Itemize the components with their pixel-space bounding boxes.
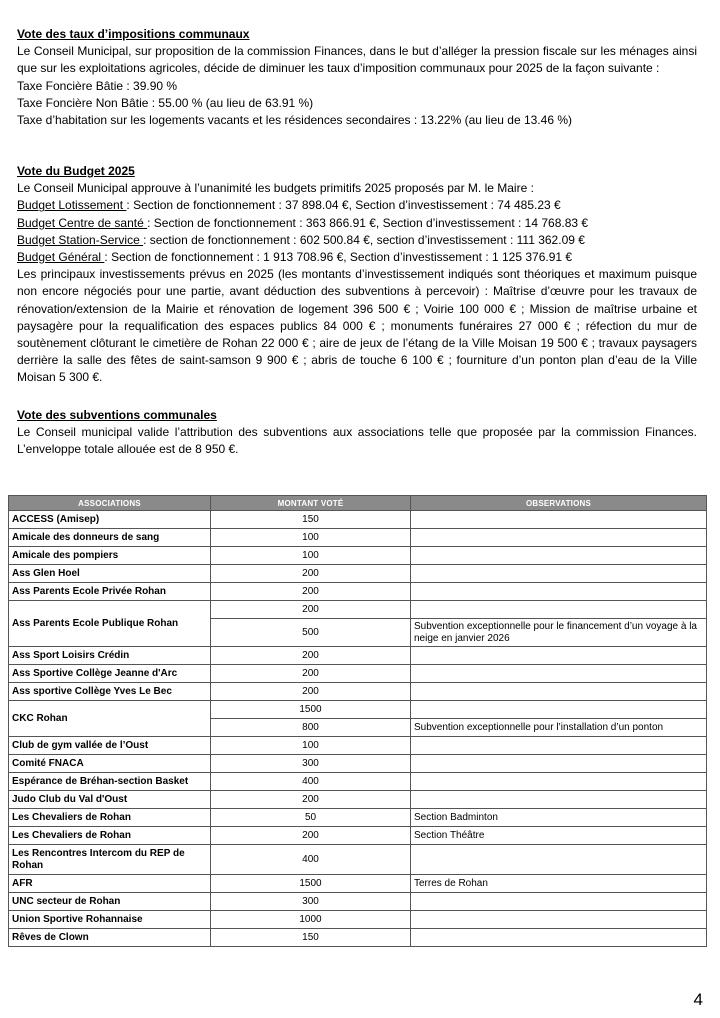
amount-cell: 200 xyxy=(211,827,411,845)
observation-cell xyxy=(411,583,707,601)
table-row xyxy=(9,665,707,683)
association-name: Amicale des donneurs de sang xyxy=(9,529,211,547)
observation-cell xyxy=(411,911,707,929)
observation-cell: Section Théâtre xyxy=(411,827,707,845)
table-body xyxy=(9,511,707,947)
table-row xyxy=(9,647,707,665)
table-header-row xyxy=(9,496,707,511)
amount-cell: 150 xyxy=(211,929,411,947)
budget-text: : Section de fonctionnement : 1 913 708.96 €, Section d’investissement : 1 125 376.91 € xyxy=(104,250,573,265)
header-observations: OBSERVATIONS xyxy=(411,496,707,511)
table-row xyxy=(9,875,707,893)
association-name: Ass Glen Hoel xyxy=(9,565,211,583)
observation-cell xyxy=(411,601,707,619)
association-name: Ass Parents Ecole Privée Rohan xyxy=(9,583,211,601)
association-name: ACCESS (Amisep) xyxy=(9,511,211,529)
association-name: Judo Club du Val d'Oust xyxy=(9,791,211,809)
taux-line-fonciere-non-batie: Taxe Foncière Non Bâtie : 55.00 % (au lieu de 63.91 %) xyxy=(17,95,314,110)
amount-cell: 50 xyxy=(211,809,411,827)
observation-cell: Subvention exceptionnelle pour le financement d’un voyage à la neige en janvier 2026 xyxy=(411,619,707,647)
amount-cell: 100 xyxy=(211,529,411,547)
association-name: UNC secteur de Rohan xyxy=(9,893,211,911)
association-name: Amicale des pompiers xyxy=(9,547,211,565)
observation-cell xyxy=(411,755,707,773)
table-row xyxy=(9,601,707,619)
amount-cell: 200 xyxy=(211,601,411,619)
amount-cell: 100 xyxy=(211,547,411,565)
observation-cell xyxy=(411,701,707,719)
section-title-subventions: Vote des subventions communales xyxy=(17,408,217,422)
amount-cell: 300 xyxy=(211,893,411,911)
amount-cell: 1000 xyxy=(211,911,411,929)
observation-cell xyxy=(411,511,707,529)
table-row xyxy=(9,911,707,929)
observation-cell xyxy=(411,683,707,701)
budget-item-centre-sante xyxy=(17,215,697,232)
observation-cell xyxy=(411,737,707,755)
table-row xyxy=(9,529,707,547)
budget-investissements: Les principaux investissements prévus en 2025 (les montants d’investissement indiqués sont théoriques et maximum puisque non encore négociés pour une partie, avant déduction des subventions à percevoir) : Maîtrise d’œuvre pour les travaux de rénovation/extension de la Mairie et rénovation de logement 396 500 € ; Voirie 100 000 € ; Mission de maîtrise urbaine et paysagère pour la requalification des espaces publics 84 000 € ; monuments funéraires 27 000 € ; réfection du mur de soutènement clôturant le cimetière de Rohan 22 000 € ; aire de jeux de l’étang de la Ville Moisan 19 500 € ; travaux paysagers derrière la salle des fêtes de saint-samson 9 900 € ; abris de touche 6 100 € ; fourniture d’un ponton plan d’eau de la Ville Moisan 5 300 €. xyxy=(17,267,697,385)
observation-cell xyxy=(411,773,707,791)
association-name: Espérance de Bréhan-section Basket xyxy=(9,773,211,791)
association-name: Ass sportive Collège Yves Le Bec xyxy=(9,683,211,701)
taux-line-habitation: Taxe d’habitation sur les logements vacants et les résidences secondaires : 13.22% (au lieu de 13.46 %) xyxy=(17,113,572,128)
association-name: Les Rencontres Intercom du REP de Rohan xyxy=(9,845,211,875)
header-associations: ASSOCIATIONS xyxy=(9,496,211,511)
amount-cell: 200 xyxy=(211,665,411,683)
amount-cell: 200 xyxy=(211,647,411,665)
amount-cell: 100 xyxy=(211,737,411,755)
table-row xyxy=(9,929,707,947)
amount-cell: 200 xyxy=(211,583,411,601)
table-row xyxy=(9,809,707,827)
association-name: Club de gym vallée de l’Oust xyxy=(9,737,211,755)
observation-cell xyxy=(411,893,707,911)
table-row xyxy=(9,547,707,565)
page-number: 4 xyxy=(693,990,703,1009)
table-row xyxy=(9,683,707,701)
budget-text: : Section de fonctionnement : 363 866.91 €, Section d’investissement : 14 768.83 € xyxy=(147,215,589,230)
amount-cell: 400 xyxy=(211,845,411,875)
amount-cell: 500 xyxy=(211,619,411,647)
section-title-budget: Vote du Budget 2025 xyxy=(17,164,135,178)
table-row xyxy=(9,773,707,791)
taux-intro: Le Conseil Municipal, sur proposition de la commission Finances, dans le but d’alléger la pression fiscale sur les ménages ainsi que sur les exploitations agricoles, décide de diminuer les taux d’imposition communaux pour 2025 de la façon suivante : xyxy=(17,44,697,76)
table-row xyxy=(9,565,707,583)
association-name: Ass Parents Ecole Publique Rohan xyxy=(9,601,211,647)
observation-cell: Terres de Rohan xyxy=(411,875,707,893)
amount-cell: 400 xyxy=(211,773,411,791)
observation-cell xyxy=(411,547,707,565)
observation-cell xyxy=(411,845,707,875)
amount-cell: 1500 xyxy=(211,875,411,893)
budget-intro: Le Conseil Municipal approuve à l’unanimité les budgets primitifs 2025 proposés par M. le Maire : xyxy=(17,181,534,196)
subventions-text: Le Conseil municipal valide l’attribution des subventions aux associations telle que proposée par la commission Finances. L’enveloppe totale allouée est de 8 950 €. xyxy=(17,425,697,457)
budget-item-general xyxy=(17,249,697,266)
section-title-taux: Vote des taux d’impositions communaux xyxy=(17,27,250,41)
table-row xyxy=(9,893,707,911)
association-name: Union Sportive Rohannaise xyxy=(9,911,211,929)
observation-cell: Subvention exceptionnelle pour l’installation d’un ponton xyxy=(411,719,707,737)
table-row xyxy=(9,827,707,845)
observation-cell xyxy=(411,929,707,947)
table-row xyxy=(9,701,707,719)
budget-label: Budget Général xyxy=(17,250,105,265)
amount-cell: 1500 xyxy=(211,701,411,719)
observation-cell xyxy=(411,791,707,809)
table-row xyxy=(9,791,707,809)
budget-text: : section de fonctionnement : 602 500.84 €, section d’investissement : 111 362.09 € xyxy=(143,232,585,247)
amount-cell: 300 xyxy=(211,755,411,773)
association-name: Les Chevaliers de Rohan xyxy=(9,827,211,845)
amount-cell: 200 xyxy=(211,683,411,701)
header-montant: MONTANT VOTÉ xyxy=(211,496,411,511)
observation-cell xyxy=(411,565,707,583)
association-name: AFR xyxy=(9,875,211,893)
table-row xyxy=(9,755,707,773)
amount-cell: 200 xyxy=(211,791,411,809)
budget-label: Budget Lotissement xyxy=(17,198,127,213)
budget-text: : Section de fonctionnement : 37 898.04 €, Section d’investissement : 74 485.23 € xyxy=(126,198,561,213)
association-name: Ass Sport Loisirs Crédin xyxy=(9,647,211,665)
association-name: Ass Sportive Collège Jeanne d'Arc xyxy=(9,665,211,683)
amount-cell: 200 xyxy=(211,565,411,583)
table-row xyxy=(9,737,707,755)
subventions-table xyxy=(8,495,707,947)
taux-line-fonciere-batie: Taxe Foncière Bâtie : 39.90 % xyxy=(17,78,178,93)
amount-cell: 150 xyxy=(211,511,411,529)
section-taux xyxy=(17,26,697,129)
observation-cell xyxy=(411,665,707,683)
table-row xyxy=(9,583,707,601)
observation-cell xyxy=(411,647,707,665)
association-name: Les Chevaliers de Rohan xyxy=(9,809,211,827)
observation-cell xyxy=(411,529,707,547)
section-subventions xyxy=(17,407,697,459)
budget-item-lotissement xyxy=(17,197,697,214)
association-name: Rêves de Clown xyxy=(9,929,211,947)
association-name: Comité FNACA xyxy=(9,755,211,773)
association-name: CKC Rohan xyxy=(9,701,211,737)
table-row xyxy=(9,511,707,529)
table-row xyxy=(9,845,707,875)
section-budget xyxy=(17,163,697,387)
budget-item-station-service xyxy=(17,232,697,249)
budget-label: Budget Centre de santé xyxy=(17,215,148,230)
amount-cell: 800 xyxy=(211,719,411,737)
observation-cell: Section Badminton xyxy=(411,809,707,827)
budget-label: Budget Station-Service xyxy=(17,232,144,247)
